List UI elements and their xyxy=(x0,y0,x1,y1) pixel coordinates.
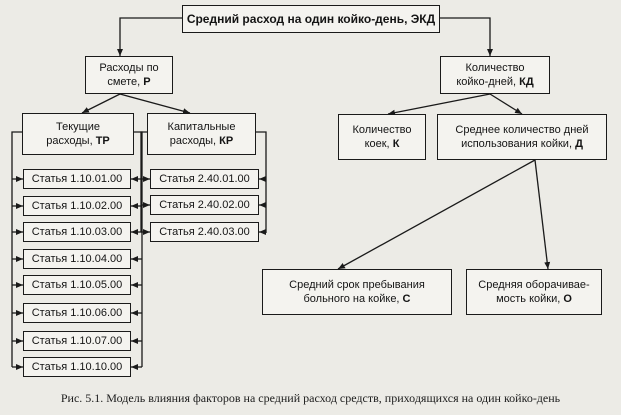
beds-box xyxy=(338,114,426,160)
capital-line2: расходы, xyxy=(169,135,220,147)
turnover-line1: Средняя оборачивае- xyxy=(478,279,590,291)
capital-item xyxy=(150,222,259,242)
capital-item xyxy=(150,169,259,189)
beds-abbr: К xyxy=(392,138,400,150)
avg-days-abbr: Д xyxy=(575,138,583,150)
avg-days-line2: использования койки, xyxy=(461,138,576,150)
current-item xyxy=(23,169,131,189)
current-item-label: Статья 1.10.05.00 xyxy=(31,279,123,291)
top-label: Средний расход на один койко-день, ЭКД xyxy=(186,12,436,26)
turnover-box xyxy=(466,269,602,315)
budget-line1: Расходы по xyxy=(99,62,159,74)
current-abbr: ТР xyxy=(95,135,110,147)
current-item xyxy=(23,249,131,269)
avg-stay-line1: Средний срок пребывания xyxy=(289,279,425,291)
current-item-label: Статья 1.10.03.00 xyxy=(31,226,123,238)
capital-abbr: КР xyxy=(219,135,234,147)
current-item-label: Статья 1.10.07.00 xyxy=(31,335,123,347)
avg-stay-box xyxy=(262,269,452,315)
current-item-label: Статья 1.10.10.00 xyxy=(31,361,123,373)
current-item xyxy=(23,331,131,351)
current-item-label: Статья 1.10.02.00 xyxy=(31,200,123,212)
capital-item-label: Статья 2.40.02.00 xyxy=(159,199,250,211)
current-item xyxy=(23,303,131,323)
turnover-abbr: О xyxy=(563,293,572,305)
turnover-line2: мость койки, xyxy=(496,293,564,305)
avg-stay-line2: больного на койке, xyxy=(303,293,403,305)
beddays-abbr: КД xyxy=(519,76,534,88)
beds-line1: Количество xyxy=(352,124,412,136)
capital-line1: Капитальные xyxy=(167,121,236,133)
beddays-line2: койко-дней, xyxy=(456,76,520,88)
current-item-label: Статья 1.10.01.00 xyxy=(31,173,123,185)
avg-days-line1: Среднее количество дней xyxy=(455,124,589,136)
capital-item xyxy=(150,195,259,215)
budget-line2: смете, xyxy=(107,76,144,88)
budget-abbr: Р xyxy=(143,76,151,88)
top-box xyxy=(182,5,440,33)
beddays-line1: Количество xyxy=(465,62,525,74)
budget-box xyxy=(85,56,173,94)
current-item xyxy=(23,275,131,295)
capital-item-label: Статья 2.40.01.00 xyxy=(159,173,250,185)
capital-box xyxy=(147,113,256,155)
capital-item-label: Статья 2.40.03.00 xyxy=(159,226,250,238)
current-item-label: Статья 1.10.06.00 xyxy=(31,307,123,319)
beddays-box xyxy=(440,56,550,94)
beds-line2: коек, xyxy=(364,138,393,150)
current-line1: Текущие xyxy=(56,121,100,133)
current-line2: расходы, xyxy=(46,135,96,147)
current-item-label: Статья 1.10.04.00 xyxy=(31,253,123,265)
figure-caption: Рис. 5.1. Модель влияния факторов на средний расход средств, приходящихся на один койко-день xyxy=(60,391,561,405)
current-item xyxy=(23,196,131,216)
current-box xyxy=(22,113,134,155)
avg-days-box xyxy=(437,114,607,160)
current-item xyxy=(23,222,131,242)
avg-stay-abbr: С xyxy=(402,293,411,305)
current-item xyxy=(23,357,131,377)
